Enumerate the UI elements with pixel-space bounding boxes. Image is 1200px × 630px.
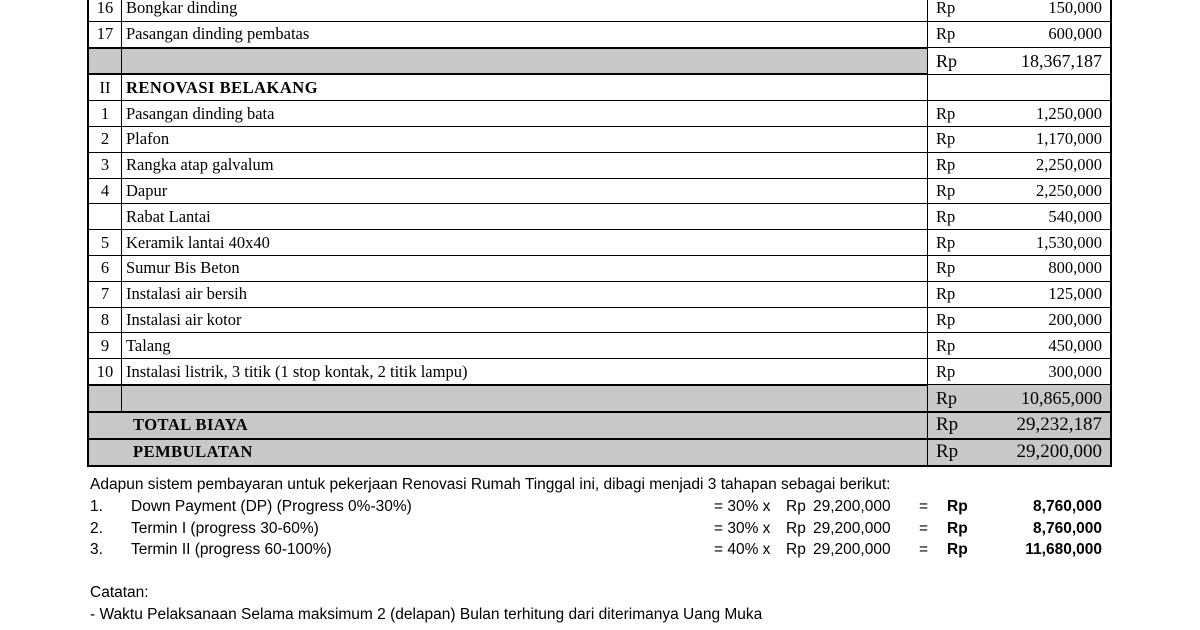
row-description: Bongkar dinding: [122, 0, 928, 21]
rounding-currency: Rp: [928, 439, 977, 466]
row-description: Keramik lantai 40x40: [122, 230, 928, 256]
row-description: Instalasi air kotor: [122, 307, 928, 333]
table-row: [88, 152, 1111, 178]
table-row: [88, 101, 1111, 127]
payment-percent: = 40% x: [714, 541, 771, 558]
row-description: Sumur Bis Beton: [122, 255, 928, 281]
payment-equals: =: [919, 541, 929, 558]
total-label: TOTAL BIAYA: [88, 412, 928, 439]
row-description: Rangka atap galvalum: [122, 152, 928, 178]
row-number: 9: [88, 333, 122, 359]
row-description: Talang: [122, 333, 928, 359]
payment-row: [90, 496, 1110, 518]
notes-heading: Catatan:: [90, 584, 149, 601]
subtotal-description: [122, 48, 928, 75]
payment-percent: = 30% x: [714, 519, 771, 537]
row-number: 8: [88, 307, 122, 333]
row-currency: Rp: [928, 307, 977, 333]
subtotal-amount: 10,865,000: [976, 385, 1111, 412]
row-description: Plafon: [122, 126, 928, 152]
payment-percent: = 30% x: [714, 498, 771, 515]
table-row: [88, 359, 1111, 385]
payment-label: Termin II (progress 60-100%): [131, 541, 332, 558]
row-currency: Rp: [928, 21, 977, 47]
row-number: 2: [88, 126, 122, 152]
payment-base: 29,200,000: [813, 498, 891, 515]
row-number: 10: [88, 359, 122, 385]
row-currency: Rp: [928, 359, 977, 385]
row-amount: 200,000: [976, 307, 1111, 333]
row-description: Pasangan dinding pembatas: [122, 21, 928, 47]
section-amount: [976, 74, 1111, 100]
row-amount: 1,170,000: [976, 126, 1111, 152]
row-amount: 2,250,000: [976, 152, 1111, 178]
subtotal-currency: Rp: [928, 48, 977, 75]
table-row: [88, 0, 1111, 21]
row-number: 1: [88, 101, 122, 127]
row-amount: 1,530,000: [976, 230, 1111, 256]
table-row: [88, 230, 1111, 256]
row-currency: Rp: [928, 204, 977, 230]
payment-base: 29,200,000: [813, 519, 891, 537]
row-number: 16: [88, 0, 122, 21]
payment-number: 1.: [90, 498, 103, 515]
payment-intro: Adapun sistem pembayaran untuk pekerjaan Renovasi Rumah Tinggal ini, dibagi menjadi 3 tahapan sebagai berikut:: [90, 476, 891, 493]
row-currency: Rp: [928, 0, 977, 21]
table-row: [88, 333, 1111, 359]
payment-value: 8,760,000: [1033, 498, 1102, 515]
row-amount: 450,000: [976, 333, 1111, 359]
row-number: 17: [88, 21, 122, 47]
row-description: Pasangan dinding bata: [122, 101, 928, 127]
row-currency: Rp: [928, 152, 977, 178]
row-number: 6: [88, 255, 122, 281]
section-header-row: [88, 74, 1111, 100]
row-number: 4: [88, 178, 122, 204]
table-row: [88, 126, 1111, 152]
row-amount: 800,000: [976, 255, 1111, 281]
section-title: RENOVASI BELAKANG: [122, 74, 928, 100]
row-amount: 1,250,000: [976, 101, 1111, 127]
payment-number: 2.: [90, 519, 103, 537]
payment-equals: =: [919, 519, 929, 537]
cost-table: [87, 0, 1112, 467]
rounding-label: PEMBULATAN: [88, 439, 928, 466]
payment-value: 8,760,000: [1033, 519, 1102, 537]
row-number: 5: [88, 230, 122, 256]
subtotal-row: [88, 48, 1111, 75]
payment-base-currency: Rp: [786, 541, 806, 558]
rounding-value: 29,200,000: [976, 439, 1111, 466]
payment-value: 11,680,000: [1025, 541, 1102, 558]
payment-row: [90, 518, 1110, 540]
section-currency: [928, 74, 977, 100]
subtotal-amount: 18,367,187: [976, 48, 1111, 75]
row-currency: Rp: [928, 281, 977, 307]
row-number: 7: [88, 281, 122, 307]
row-currency: Rp: [928, 230, 977, 256]
payment-label: Down Payment (DP) (Progress 0%-30%): [131, 498, 412, 515]
row-number: [88, 204, 122, 230]
row-amount: 2,250,000: [976, 178, 1111, 204]
row-amount: 125,000: [976, 281, 1111, 307]
payment-row: [90, 539, 1110, 561]
table-row: [88, 21, 1111, 47]
payment-currency: Rp: [947, 498, 968, 515]
row-description: Dapur: [122, 178, 928, 204]
row-amount: 150,000: [976, 0, 1111, 21]
table-row: [88, 204, 1111, 230]
total-currency: Rp: [928, 412, 977, 439]
row-currency: Rp: [928, 255, 977, 281]
payment-base-currency: Rp: [786, 498, 806, 515]
table-row: [88, 178, 1111, 204]
total-value: 29,232,187: [976, 412, 1111, 439]
row-description: Rabat Lantai: [122, 204, 928, 230]
row-number: 3: [88, 152, 122, 178]
table-row: [88, 307, 1111, 333]
payment-base-currency: Rp: [786, 519, 806, 537]
row-currency: Rp: [928, 126, 977, 152]
row-currency: Rp: [928, 178, 977, 204]
row-description: Instalasi listrik, 3 titik (1 stop kontak, 2 titik lampu): [122, 359, 928, 385]
table-row: [88, 255, 1111, 281]
payment-number: 3.: [90, 541, 103, 558]
subtotal-description: [122, 385, 928, 412]
row-amount: 300,000: [976, 359, 1111, 385]
payment-base: 29,200,000: [813, 541, 891, 558]
payment-equals: =: [919, 498, 929, 515]
section-number: II: [88, 74, 122, 100]
row-currency: Rp: [928, 333, 977, 359]
table-row: [88, 281, 1111, 307]
notes-line: - Waktu Pelaksanaan Selama maksimum 2 (delapan) Bulan terhitung dari diterimanya Uang Muka: [90, 606, 763, 623]
rounding-row: [88, 439, 1111, 466]
payment-label: Termin I (progress 30-60%): [131, 519, 319, 537]
payment-currency: Rp: [947, 541, 968, 558]
total-row: [88, 412, 1111, 439]
payment-currency: Rp: [947, 519, 968, 537]
subtotal-number: [88, 385, 122, 412]
row-description: Instalasi air bersih: [122, 281, 928, 307]
row-currency: Rp: [928, 101, 977, 127]
row-amount: 540,000: [976, 204, 1111, 230]
notes-section: [90, 582, 762, 626]
row-amount: 600,000: [976, 21, 1111, 47]
subtotal-currency: Rp: [928, 385, 977, 412]
payment-section: [90, 474, 1110, 561]
subtotal-row: [88, 385, 1111, 412]
subtotal-number: [88, 48, 122, 75]
